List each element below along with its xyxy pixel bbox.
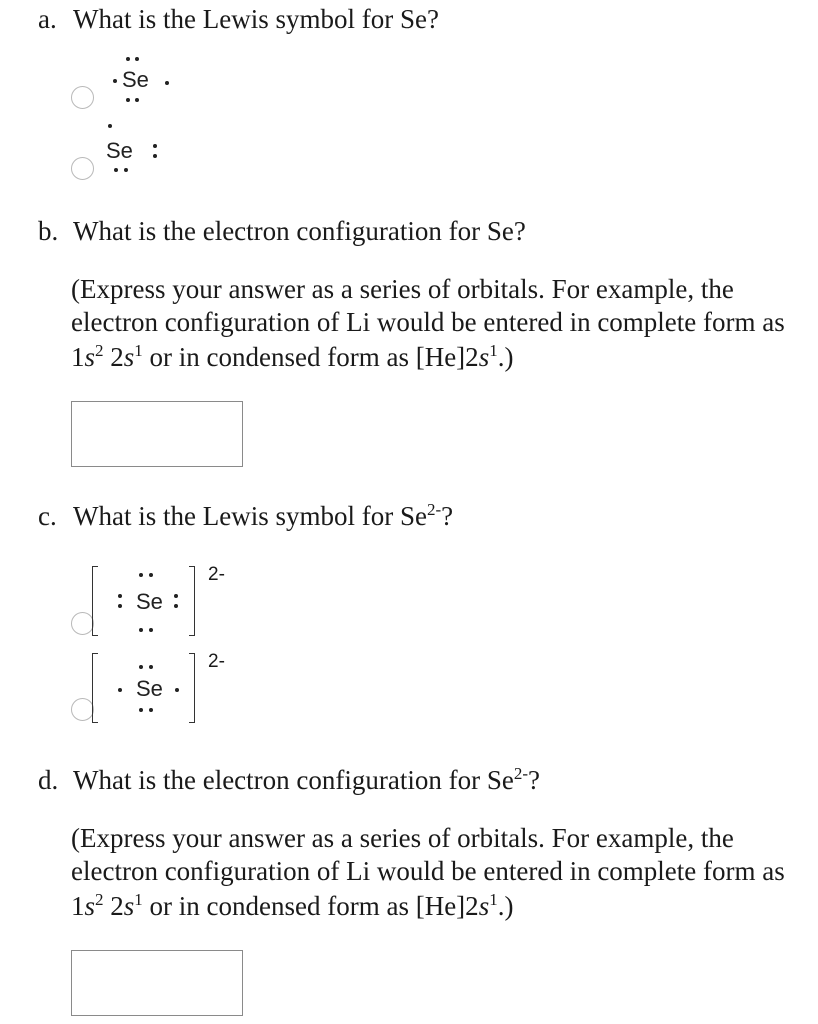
option-a2-radio[interactable] (71, 157, 94, 180)
question-b-letter: b. (38, 216, 59, 246)
question-b-hint-line-1: (Express your answer as a series of orbitals. For example, the (71, 274, 734, 304)
question-b-hint-line-3: $1s^2$ $2s^1$ or in condensed form as $[He]2s^1$.) (71, 341, 514, 372)
option-c1-right-bracket (189, 566, 195, 636)
answer-b-input[interactable] (71, 401, 243, 467)
option-c2-symbol: Se (136, 676, 163, 701)
option-c2-right-bracket (189, 653, 195, 723)
question-a-text: What is the Lewis symbol for Se? (73, 4, 439, 34)
option-a1-lewis-symbol (88, 50, 188, 120)
question-d-hint-line-1: (Express your answer as a series of orbitals. For example, the (71, 823, 734, 853)
option-c1-left-bracket (92, 566, 98, 636)
question-b-hint-line-2: electron configuration of Li would be entered in complete form as (71, 307, 785, 337)
question-d-hint-line-2: electron configuration of Li would be entered in complete form as (71, 856, 785, 886)
answer-d-input[interactable] (71, 950, 243, 1016)
question-d-text: What is the electron configuration for $Se^{2-}$? (73, 764, 541, 795)
option-c1-lewis-symbol (92, 558, 252, 638)
question-d-letter: d. (38, 765, 59, 795)
option-c2-left-bracket (92, 653, 98, 723)
option-c2-charge: 2- (208, 651, 225, 672)
option-a1-symbol: Se (122, 67, 149, 92)
option-c2-lewis-symbol (92, 645, 252, 725)
question-d-hint-line-3: $1s^2$ $2s^1$ or in condensed form as $[He]2s^1$.) (71, 890, 514, 921)
option-a2-lewis-symbol (100, 115, 180, 185)
question-a-letter: a. (38, 4, 57, 34)
question-b-text: What is the electron configuration for Se? (73, 216, 526, 246)
option-c1-symbol: Se (136, 589, 163, 614)
option-a2-symbol: Se (106, 138, 133, 163)
question-c-letter: c. (38, 501, 57, 531)
option-c1-radio[interactable] (71, 612, 94, 635)
option-c1-charge: 2- (208, 564, 225, 585)
option-c2-radio[interactable] (71, 698, 94, 721)
question-c-text: What is the Lewis symbol for $Se^{2-}$? (73, 500, 454, 531)
